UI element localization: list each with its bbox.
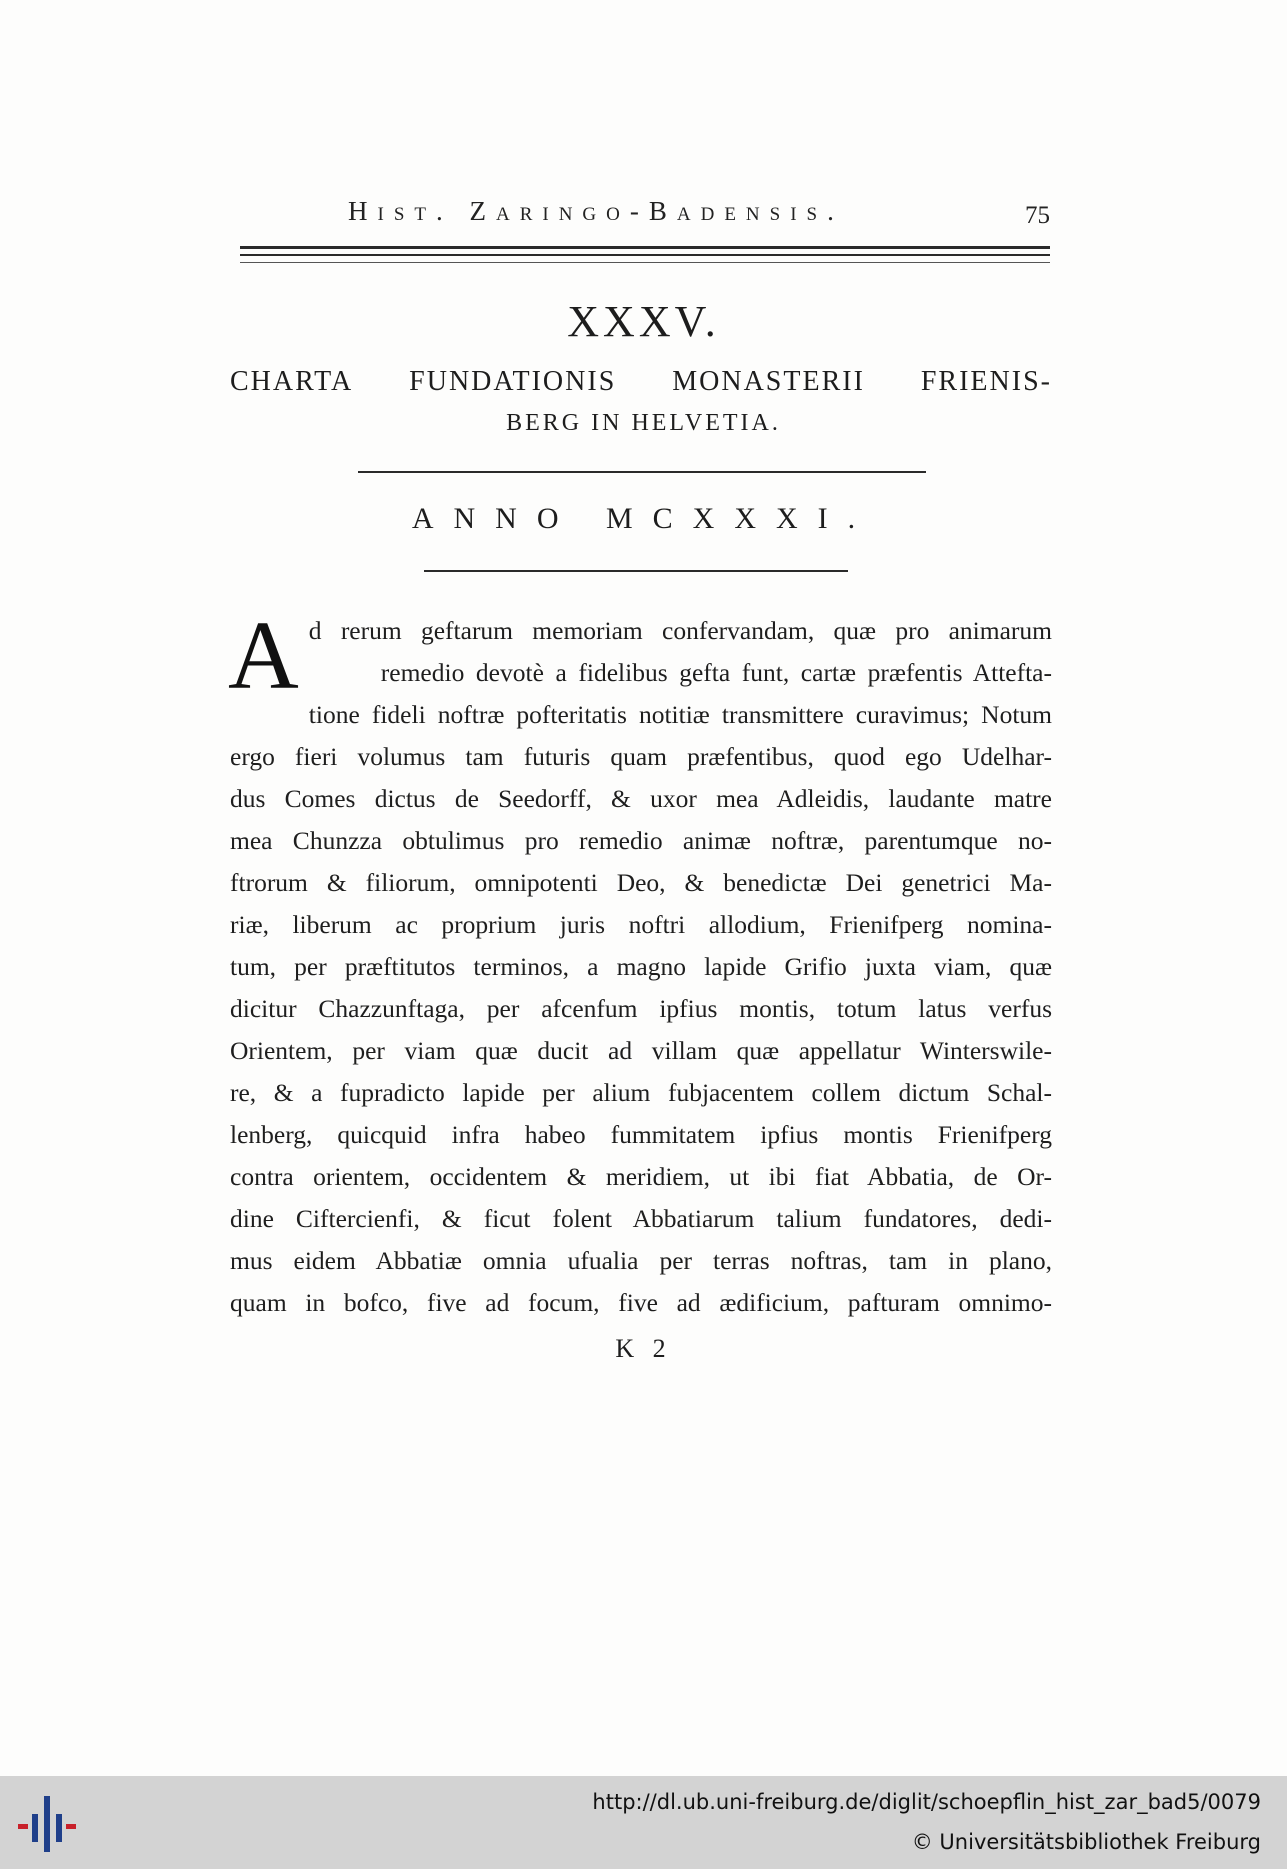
library-logo-icon (16, 1790, 80, 1856)
copyright-notice: © Universitätsbibliothek Freiburg (911, 1830, 1261, 1854)
title-word: CHARTA (230, 366, 354, 397)
text-line: ergo fieri volumus tam futuris quam præfentibus, quod ego Udelhar- (230, 742, 1052, 771)
text-line: lenberg, quicquid infra habeo fummitatem ipfius montis Frienifperg (230, 1120, 1052, 1149)
document-number: XXXV. (567, 297, 720, 346)
charter-text (228, 602, 1052, 1324)
text-line: ftrorum & filiorum, omnipotenti Deo, & benedictæ Dei genetrici Ma- (230, 868, 1052, 897)
document-title-continued: BERG IN HELVETIA. (506, 410, 781, 436)
viewer-footer (0, 1776, 1287, 1869)
title-word: FUNDATIONIS (409, 366, 617, 397)
text-line: contra orientem, occidentem & meridiem, ut ibi fiat Abbatia, de Or- (230, 1162, 1052, 1191)
title-word: FRIENIS- (920, 366, 1052, 397)
text-line: riæ, liberum ac proprium juris noftri allodium, Frienifperg nomina- (230, 910, 1052, 939)
page-number: 75 (1025, 202, 1050, 229)
section-rule (424, 570, 848, 572)
title-word: MONASTERII (672, 366, 865, 397)
signature-mark: K 2 (615, 1334, 672, 1363)
running-head (230, 196, 1050, 232)
document-title (230, 366, 1052, 398)
text-line: Orientem, per viam quæ ducit ad villam quæ appellatur Winterswile- (230, 1036, 1052, 1065)
text-line: tum, per præftitutos terminos, a magno lapide Grifio juxta viam, quæ (230, 952, 1052, 981)
header-rule (240, 246, 1050, 249)
text-line: d rerum geftarum memoriam confervandam, quæ pro animarum (308, 616, 1052, 645)
text-line: dine Ciftercienfi, & ficut folent Abbatiarum talium fundatores, dedi- (230, 1204, 1052, 1233)
text-line: tione fideli noftræ pofteritatis notitiæ transmittere curavimus; Notum (308, 700, 1052, 729)
text-line: dus Comes dictus de Seedorff, & uxor mea Adleidis, laudante matre (230, 784, 1052, 813)
permalink-link[interactable]: http://dl.ub.uni-freiburg.de/diglit/schoepflin_hist_zar_bad5/0079 (592, 1790, 1261, 1814)
text-line: re, & a fupradicto lapide per alium fubjacentem collem dictum Schal- (230, 1078, 1052, 1107)
section-rule (358, 471, 926, 473)
text-line: remedio devotè a fidelibus gefta funt, cartæ præfentis Attefta- (380, 658, 1052, 687)
drop-cap: A (228, 602, 299, 710)
text-line: mus eidem Abbatiæ omnia ufualia per terras noftras, tam in plano, (230, 1246, 1052, 1275)
text-line: quam in bofco, five ad focum, five ad ædificium, pafturam omnimo- (230, 1288, 1052, 1317)
document-year: ANNO MCXXXI. (411, 502, 876, 535)
text-line: dicitur Chazzunftaga, per afcenfum ipfius montis, totum latus verfus (230, 994, 1052, 1023)
header-rule (240, 254, 1050, 256)
running-title: Hist. Zaringo-Badensis. (348, 196, 844, 226)
text-line: mea Chunzza obtulimus pro remedio animæ noftræ, parentumque no- (230, 826, 1052, 855)
header-rule (240, 262, 1050, 263)
